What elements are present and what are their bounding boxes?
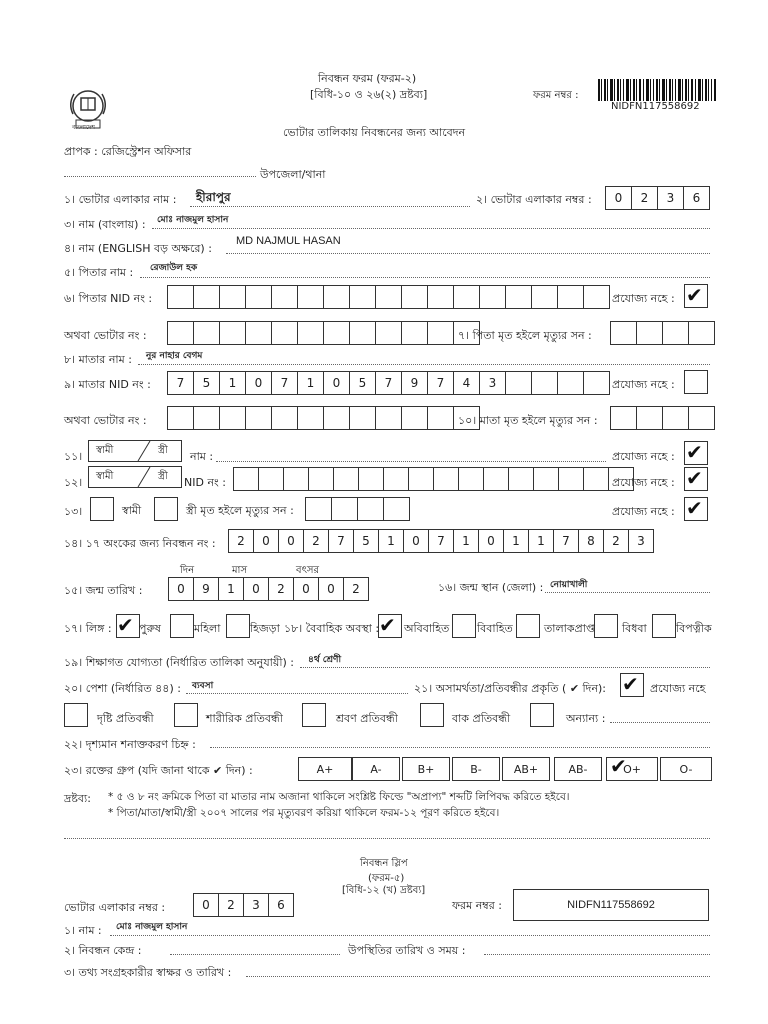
father-name-line[interactable]: [140, 277, 710, 278]
digit-box: [375, 321, 402, 345]
digit-box: [167, 406, 194, 430]
slip-name-value: মোঃ নাজমুল হাসান: [116, 922, 188, 932]
spouse-name-label: নাম :: [190, 450, 214, 463]
mother-nid-na-checkbox[interactable]: [684, 370, 708, 394]
digit-box: 1: [378, 529, 404, 553]
gender-male-label: পুরুষ: [139, 622, 161, 635]
digit-box: [193, 285, 220, 309]
disability-speech-checkbox[interactable]: [420, 703, 444, 727]
digit-box: [297, 321, 324, 345]
name-bangla-line[interactable]: [152, 228, 710, 229]
digit-box: [558, 467, 584, 491]
marital-divorced-checkbox[interactable]: [516, 614, 540, 638]
digit-box: 9: [193, 577, 219, 601]
digit-box: 2: [343, 577, 369, 601]
marital-status-label: ১৮। বৈবাহিক অবস্থা :: [284, 622, 380, 635]
digit-box: 0: [193, 893, 219, 917]
digit-box: [427, 406, 454, 430]
name-english-label: ৪। নাম (ENGLISH বড় অক্ষরে) :: [64, 242, 212, 255]
slip-attendance-label: উপস্থিতির তারিখ ও সময় :: [348, 944, 466, 957]
occupation-line[interactable]: [186, 693, 408, 694]
mother-nid-na-label: প্রযোজ্য নহে :: [612, 378, 675, 391]
disability-sight-checkbox[interactable]: [64, 703, 88, 727]
father-death-year-label: ৭। পিতা মৃত হইলে মৃত্যুর সন :: [458, 329, 592, 342]
digit-box: [610, 406, 637, 430]
slip-name-line[interactable]: [110, 935, 710, 936]
blood-aplus-option[interactable]: A+: [298, 757, 352, 781]
f13-number: ১৩।: [64, 505, 83, 518]
marital-widower-checkbox[interactable]: [652, 614, 676, 638]
digit-box: 7: [553, 529, 579, 553]
spouse-nid-na-label: প্রযোজ্য নহে :: [612, 476, 675, 489]
digit-box: [283, 467, 309, 491]
check-icon: ✔: [686, 466, 703, 490]
birth-reg-no-label: ১৪। ১৭ অংকের জন্য নিবন্ধন নং :: [64, 537, 216, 550]
blood-bminus-option[interactable]: B-: [452, 757, 500, 781]
father-nid-boxes[interactable]: [168, 285, 610, 309]
spouse-name-na-label: প্রযোজ্য নহে :: [612, 450, 675, 463]
husband-label: স্বামী: [96, 471, 114, 482]
digit-box: [233, 467, 259, 491]
gender-female-label: মহিলা: [194, 622, 221, 635]
wife-label: স্ত্রী: [158, 445, 168, 456]
digit-box: 5: [193, 371, 220, 395]
digit-box: [383, 467, 409, 491]
digit-box: [453, 285, 480, 309]
blood-abplus-option[interactable]: AB+: [502, 757, 550, 781]
slip-form-no-box[interactable]: NIDFN117558692: [513, 889, 709, 921]
digit-box: [349, 321, 376, 345]
disability-hearing-checkbox[interactable]: [302, 703, 326, 727]
slip-area-no-label: ভোটার এলাকার নম্বর :: [64, 901, 166, 914]
digit-box: [636, 406, 663, 430]
father-voter-no-label: অথবা ভোটার নং :: [64, 329, 147, 342]
dob-year-caption: বৎসর: [296, 565, 320, 576]
digit-box: 0: [403, 529, 429, 553]
birthplace-value: নোয়াখালী: [550, 580, 588, 590]
mother-nid-label: ৯। মাতার NID নং :: [64, 378, 151, 391]
dob-label: ১৫। জন্ম তারিখ :: [64, 584, 143, 597]
occupation-label: ২০। পেশা (নির্ধারিত ৪৪) :: [64, 682, 181, 695]
digit-box: 2: [303, 529, 329, 553]
digit-box: [401, 406, 428, 430]
wife-death-label: স্ত্রী মৃত হইলে মৃত্যুর সন :: [186, 504, 294, 517]
disability-physical-label: শারীরিক প্রতিবন্ধী: [206, 712, 283, 725]
digit-box: [583, 371, 610, 395]
digit-box: [408, 467, 434, 491]
voter-area-number-boxes[interactable]: [606, 186, 710, 210]
gender-hijra-checkbox[interactable]: [226, 614, 250, 638]
barcode-text: NIDFN117558692: [611, 101, 700, 112]
digit-box: [688, 321, 715, 345]
digit-box: 1: [219, 371, 246, 395]
digit-box: [333, 467, 359, 491]
check-icon: ✔: [686, 496, 703, 520]
digit-box: [193, 406, 220, 430]
check-icon: ✔: [379, 613, 396, 637]
digit-box: 0: [605, 186, 632, 210]
slip-center-label: ২। নিবন্ধন কেন্দ্র :: [64, 944, 142, 957]
voter-area-name-label: ১। ভোটার এলাকার নাম :: [64, 193, 177, 206]
name-bangla-label: ৩। নাম (বাংলায়) :: [64, 218, 146, 231]
father-name-value: রেজাউল হক: [150, 263, 198, 273]
father-nid-na-label: প্রযোজ্য নহে :: [612, 292, 675, 305]
form-rule: [বিধি-১০ ও ২৬(২) দ্রষ্টব্য]: [310, 88, 428, 101]
marital-widow-label: বিধবা: [622, 622, 647, 635]
digit-box: [357, 497, 384, 521]
digit-box: [245, 285, 272, 309]
name-english-value: MD NAJMUL HASAN: [236, 235, 341, 247]
disability-other-line[interactable]: [610, 722, 710, 723]
marital-married-checkbox[interactable]: [452, 614, 476, 638]
digit-box: [271, 285, 298, 309]
father-nid-label: ৬। পিতার NID নং :: [64, 292, 153, 305]
mother-name-line[interactable]: [138, 364, 710, 365]
check-icon: ✔: [610, 754, 627, 778]
digit-box: [401, 321, 428, 345]
digit-box: 2: [603, 529, 629, 553]
marital-widow-checkbox[interactable]: [594, 614, 618, 638]
spouse-nid-boxes[interactable]: [234, 467, 634, 491]
dob-boxes[interactable]: [169, 577, 369, 601]
blood-oplus-option[interactable]: O+: [606, 757, 658, 781]
digit-box: 3: [243, 893, 269, 917]
disability-na-value: প্রযোজ্য নহে: [650, 682, 706, 695]
digit-box: [305, 497, 332, 521]
blood-abminus-option[interactable]: AB-: [554, 757, 602, 781]
digit-box: [531, 371, 558, 395]
digit-box: 2: [218, 893, 244, 917]
digit-box: [271, 406, 298, 430]
digit-box: [557, 371, 584, 395]
husband-label: স্বামী: [96, 445, 114, 456]
form-title: নিবন্ধন ফরম (ফরম-২): [318, 72, 417, 85]
voter-area-name-line[interactable]: [190, 206, 470, 207]
disability-speech-label: বাক প্রতিবন্ধী: [452, 712, 511, 725]
mother-voter-no-boxes[interactable]: [168, 406, 480, 430]
slip-title: নিবন্ধন স্লিপ: [360, 858, 408, 869]
education-value: ৪র্থ শ্রেণী: [308, 655, 342, 665]
digit-box: [505, 285, 532, 309]
digit-box: 3: [657, 186, 684, 210]
voter-area-name-value: হীরাপুর: [196, 190, 231, 204]
digit-box: [531, 285, 558, 309]
slip-collector-label: ৩। তথ্য সংগ্রহকারীর স্বাক্ষর ও তারিখ :: [64, 966, 232, 979]
form-number-label: ফরম নম্বর :: [533, 90, 579, 101]
digit-box: [219, 321, 246, 345]
digit-box: [610, 321, 637, 345]
digit-box: [662, 406, 689, 430]
dob-day-caption: দিন: [180, 565, 195, 576]
digit-box: [427, 285, 454, 309]
digit-box: [167, 285, 194, 309]
mother-nid-boxes[interactable]: [168, 371, 610, 395]
digit-box: 0: [245, 371, 272, 395]
digit-box: [323, 285, 350, 309]
dob-month-caption: মাস: [232, 565, 248, 576]
mother-death-year-boxes[interactable]: [611, 406, 715, 430]
disability-label: ২১। অসামর্থতা/প্রতিবন্ধীর প্রকৃতি ( ✔ দিন):: [414, 682, 607, 695]
digit-box: 6: [683, 186, 710, 210]
father-voter-no-boxes[interactable]: [168, 321, 480, 345]
identification-mark-label: ২২। দৃশ্যমান শনাক্তকরণ চিহ্ন :: [64, 738, 196, 751]
disability-other-checkbox[interactable]: [530, 703, 554, 727]
digit-box: 1: [297, 371, 324, 395]
digit-box: 0: [278, 529, 304, 553]
digit-box: [349, 285, 376, 309]
upazila-line[interactable]: [64, 176, 256, 177]
digit-box: [349, 406, 376, 430]
digit-box: 3: [479, 371, 506, 395]
identification-mark-line[interactable]: [210, 747, 710, 748]
digit-box: 2: [631, 186, 658, 210]
digit-box: 7: [427, 371, 454, 395]
digit-box: [427, 321, 454, 345]
disability-other-label: অন্যান্য :: [566, 712, 606, 725]
digit-box: 0: [318, 577, 344, 601]
mother-name-label: ৮। মাতার নাম :: [64, 353, 132, 366]
digit-box: [297, 285, 324, 309]
husband-label: স্বামী: [122, 504, 142, 517]
wife-death-checkbox[interactable]: [154, 497, 178, 521]
barcode: [598, 79, 716, 101]
digit-box: [483, 467, 509, 491]
check-icon: ✔: [117, 613, 134, 637]
marital-divorced-label: তালাকপ্রাপ্ত: [544, 622, 595, 635]
slip-form-no-label: ফরম নম্বর :: [452, 899, 502, 912]
upazila-label: উপজেলা/থানা: [260, 168, 326, 181]
digit-box: [636, 321, 663, 345]
digit-box: 5: [349, 371, 376, 395]
digit-box: 1: [218, 577, 244, 601]
spouse-nid-label: NID নং :: [184, 476, 226, 489]
digit-box: 6: [268, 893, 294, 917]
digit-box: 7: [375, 371, 402, 395]
digit-box: [331, 497, 358, 521]
digit-box: [505, 371, 532, 395]
digit-box: [375, 406, 402, 430]
spouse-nid-number: ১২।: [64, 476, 83, 489]
digit-box: [258, 467, 284, 491]
marital-married-label: বিবাহিত: [477, 622, 513, 635]
digit-box: [193, 321, 220, 345]
digit-box: [271, 321, 298, 345]
birthplace-label: ১৬। জন্ম স্থান (জেলা) :: [438, 581, 544, 594]
note-1: * ৫ ও ৮ নং ক্রমিকে পিতা বা মাতার নাম অজানা থাকিলে সংশ্লিষ্ট ফিল্ডে "অপ্রাপ্য" শব্দটি লিপিবদ্ধ করিতে হইবে।: [108, 791, 570, 803]
check-icon: ✔: [622, 672, 639, 696]
digit-box: [583, 467, 609, 491]
gender-hijra-label: হিজড়া: [250, 622, 280, 635]
blood-bplus-option[interactable]: B+: [402, 757, 450, 781]
husband-death-checkbox[interactable]: [90, 497, 114, 521]
digit-box: 8: [578, 529, 604, 553]
name-english-line[interactable]: [226, 253, 710, 254]
digit-box: [219, 285, 246, 309]
digit-box: 3: [628, 529, 654, 553]
wife-label: স্ত্রী: [158, 471, 168, 482]
digit-box: [308, 467, 334, 491]
marital-unmarried-label: অবিবাহিত: [404, 622, 450, 635]
digit-box: 2: [228, 529, 254, 553]
mother-voter-no-label: অথবা ভোটার নং :: [64, 414, 147, 427]
digit-box: [383, 497, 410, 521]
slip-attendance-line[interactable]: [484, 954, 710, 955]
digit-box: [433, 467, 459, 491]
check-icon: ✔: [686, 283, 703, 307]
blood-group-label: ২৩। রক্তের গ্রুপ (যদি জানা থাকে ✔ দিন) :: [64, 764, 253, 777]
digit-box: [458, 467, 484, 491]
tear-line: [64, 838, 710, 839]
spouse-name-line[interactable]: [216, 461, 606, 462]
note-label: দ্রষ্টব্য:: [64, 792, 91, 805]
digit-box: 0: [253, 529, 279, 553]
digit-box: [688, 406, 715, 430]
digit-box: 5: [353, 529, 379, 553]
voter-area-number-label: ২। ভোটার এলাকার নম্বর :: [476, 193, 592, 206]
gender-label: ১৭। লিঙ্গ :: [64, 622, 112, 635]
blood-ominus-option[interactable]: O-: [660, 757, 712, 781]
recipient: প্রাপক : রেজিস্ট্রেশন অফিসার: [64, 145, 192, 158]
application-title: ভোটার তালিকায় নিবন্ধনের জন্য আবেদন: [283, 126, 466, 139]
digit-box: 1: [503, 529, 529, 553]
check-icon: ✔: [686, 440, 703, 464]
digit-box: 7: [271, 371, 298, 395]
marital-widower-label: বিপত্নীক: [676, 622, 712, 635]
slip-collector-line[interactable]: [246, 976, 710, 977]
digit-box: [401, 285, 428, 309]
digit-box: [297, 406, 324, 430]
slip-subtitle: (ফরম-৫): [368, 873, 405, 884]
digit-box: [508, 467, 534, 491]
education-line[interactable]: [300, 667, 710, 668]
spouse-death-year-boxes[interactable]: [306, 497, 410, 521]
digit-box: 7: [167, 371, 194, 395]
mother-death-year-label: ১০। মাতা মৃত হইলে মৃত্যুর সন :: [458, 414, 598, 427]
digit-box: [167, 321, 194, 345]
digit-box: [557, 285, 584, 309]
digit-box: 0: [168, 577, 194, 601]
digit-box: [323, 321, 350, 345]
birth-reg-no-boxes[interactable]: [229, 529, 654, 553]
father-death-year-boxes[interactable]: [611, 321, 715, 345]
slip-name-label: ১। নাম :: [64, 924, 102, 937]
digit-box: [662, 321, 689, 345]
digit-box: 0: [293, 577, 319, 601]
disability-sight-label: দৃষ্টি প্রতিবন্ধী: [97, 712, 154, 725]
gender-female-checkbox[interactable]: [170, 614, 194, 638]
digit-box: [479, 285, 506, 309]
logo-caption: বাংলাদেশ: [72, 124, 95, 131]
digit-box: 1: [528, 529, 554, 553]
blood-aminus-option[interactable]: A-: [352, 757, 400, 781]
digit-box: 7: [428, 529, 454, 553]
digit-box: [358, 467, 384, 491]
slip-center-line[interactable]: [170, 954, 340, 955]
digit-box: [245, 321, 272, 345]
digit-box: 0: [323, 371, 350, 395]
digit-box: [245, 406, 272, 430]
slip-area-no-boxes[interactable]: [194, 893, 294, 917]
birthplace-line[interactable]: [545, 592, 710, 593]
disability-physical-checkbox[interactable]: [174, 703, 198, 727]
education-label: ১৯। শিক্ষাগত যোগ্যতা (নির্ধারিত তালিকা অনুযায়ী) :: [64, 656, 294, 669]
note-2: * পিতা/মাতা/স্বামী/স্ত্রী ২০০৭ সালের পর মৃত্যুবরণ করিয়া থাকিলে ফরম-১২ পূরণ করিতে হইবে।: [108, 807, 500, 819]
digit-box: [533, 467, 559, 491]
digit-box: [583, 285, 610, 309]
digit-box: 0: [478, 529, 504, 553]
digit-box: 4: [453, 371, 480, 395]
digit-box: [323, 406, 350, 430]
digit-box: 0: [243, 577, 269, 601]
digit-box: [219, 406, 246, 430]
mother-name-value: নুর নাহার বেগম: [146, 351, 203, 361]
occupation-value: ব্যবসা: [192, 681, 214, 691]
name-bangla-value: মোঃ নাজমুল হাসান: [157, 215, 229, 225]
disability-hearing-label: শ্রবণ প্রতিবন্ধী: [336, 712, 398, 725]
digit-box: 7: [328, 529, 354, 553]
digit-box: 1: [453, 529, 479, 553]
slip-rule: [বিধি-১২ (খ) দ্রষ্টব্য]: [342, 885, 426, 896]
spouse-name-number: ১১।: [64, 450, 83, 463]
digit-box: 9: [401, 371, 428, 395]
digit-box: [375, 285, 402, 309]
digit-box: 2: [268, 577, 294, 601]
spouse-death-na-label: প্রযোজ্য নহে :: [612, 505, 675, 518]
father-name-label: ৫। পিতার নাম :: [64, 266, 134, 279]
